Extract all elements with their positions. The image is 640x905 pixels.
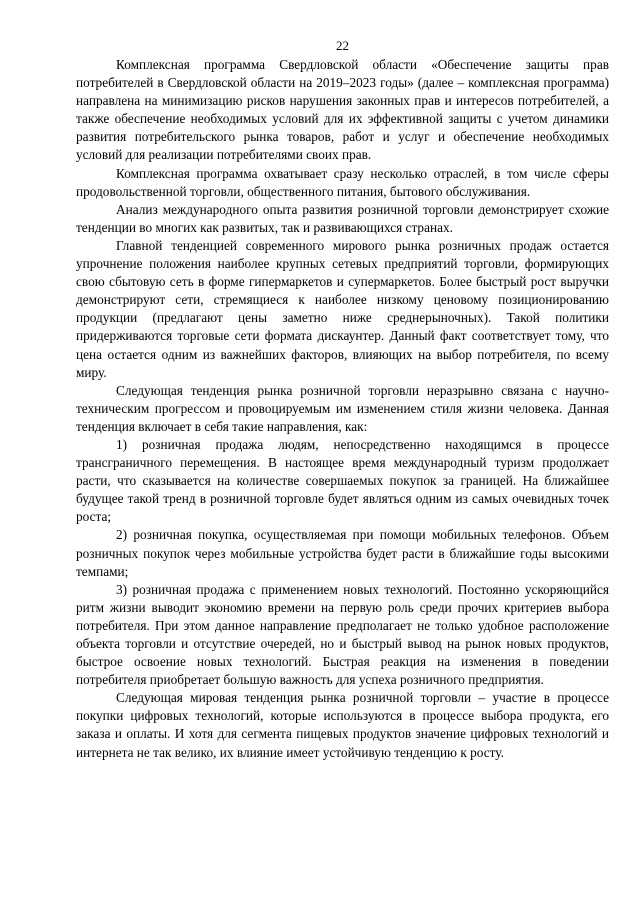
paragraph-digital-trend: Следующая мировая тенденция рынка розничной торговли – участие в процессе покупки цифровых технологий, которые используются в процессе выбора продукта, его заказа и оплаты. И хотя для сегмента пищевых продуктов значение цифровых технологий и интернета не так велико, их влияние имеет устойчивую тенденцию к росту. [76,690,609,760]
paragraph-international-analysis: Анализ международного опыта развития розничной торговли демонстрирует схожие тенденции во многих как развитых, так и развивающихся странах. [76,201,609,235]
list-item-mobile: 2) розничная покупка, осуществляемая при помощи мобильных телефонов. Объем розничных покупок через мобильные устройства будет расти в ближайшие годы высокими темпами; [76,527,609,579]
page-number: 22 [336,38,349,53]
paragraph-program-intro: Комплексная программа Свердловской области «Обеспечение защиты прав потребителей в Свердловской области на 2019–2023 годы» (далее – комплексная программа) направлена на минимизацию рисков нарушения законных прав и интересов потребителей, а также обеспечение необходимых условий для их эффективной защиты с учетом динамики развития потребительского рынка товаров, работ и услуг и обеспечение необходимых условий для реализации потребителями своих прав. [76,57,609,163]
document-page [76,38,609,762]
list-item-new-technologies: 3) розничная продажа с применением новых технологий. Постоянно ускоряющийся ритм жизни выводит экономию времени на первую роль среди прочих критериев выбора потребителя. При этом данное направление предполагает не только удобное расположение объекта торговли и отсутствие очередей, но и быстрый вывод на рынок новых продуктов, быстрое освоение новых технологий. Быстрая реакция на изменения в поведении потребителя приобретает большую важность для успеха розничного предприятия. [76,581,609,688]
paragraph-main-trend: Главной тенденцией современного мирового рынка розничных продаж остается упрочнение положения наиболее крупных сетевых предприятий торговли, формирующих свою сбытовую сеть в форме гипермаркетов и супермаркетов. Более быстрый рост выручки демонстрируют сети, стремящиеся к наиболее низкому ценовому позиционированию продукции (предлагают цены заметно ниже среднерыночных). Такой политики придерживаются торговые сети формата дискаунтер. Данный факт соответствует тому, что цена остается одним из важнейших факторов, влияющих на выбор потребителя, по всему миру. [76,237,609,380]
paragraph-tech-trend: Следующая тенденция рынка розничной торговли неразрывно связана с научно-техническим прогрессом и провоцируемым им изменением стиля жизни человека. Данная тенденция включает в себя такие направления, как: [76,382,609,434]
paragraph-program-scope: Комплексная программа охватывает сразу несколько отраслей, в том числе сферы продовольственной торговли, общественного питания, бытового обслуживания. [76,165,609,199]
list-item-cross-border: 1) розничная продажа людям, непосредственно находящимся в процессе трансграничного перемещения. В настоящее время международный туризм продолжает расти, что сказывается на количестве совершаемых покупок за границей. На ближайшее будущее такой тренд в розничной торговле будет являться одним из самых очевидных точек роста; [76,436,609,525]
